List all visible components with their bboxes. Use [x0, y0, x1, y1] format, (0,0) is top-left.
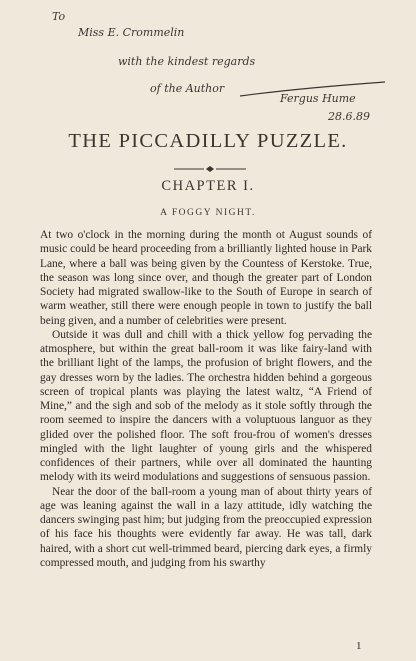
page-number: 1 [356, 640, 362, 652]
inscription-date: 28.6.89 [328, 110, 370, 120]
chapter-heading: CHAPTER I. [161, 178, 255, 194]
inscription-line-to: To [52, 10, 66, 23]
inscription-line-regards: with the kindest regards [118, 55, 256, 68]
book-title: THE PICCADILLY PUZZLE. [68, 130, 348, 152]
title-ornament [174, 164, 246, 174]
paragraph: Near the door of the ball-room a young man of about thirty years of age was leaning against the wall in a lazy attitude, idly watching the dancers swinging past him; but judging from the preoccupied expression of his face his thoughts were evidently far away. He was tall, dark haired, with a short cut well-trimmed beard, piercing dark eyes, a firmly compressed mouth, and judging from his swarthy [40, 485, 372, 569]
inscription-line-recipient: Miss E. Crommelin [78, 26, 185, 39]
handwritten-inscription [0, 0, 416, 120]
paragraph: Outside it was dull and chill with a thick yellow fog pervading the atmosphere, but within the great ball-room it was like fairy-land with the brilliant light of the lamps, the profusion of bright flowers, and the gay dresses worn by the ladies. The orchestra hidden behind a gorgeous screen of tropical plants was playing the latest waltz, “A Friend of Mine,” and the sigh and sob of the melody as it stole softly through the room seemed to inspire the dancers with a voluptuous languor as they glided over the polished floor. The soft frou-frou of women's dresses mingled with the light laughter of young girls and the whispered confidences of their partners, while over all dominated the haunting melody with its weird modulations and suggestions of sensuous passion. [40, 328, 372, 484]
paragraph: At two o'clock in the morning during the month ot August sounds of music could be heard proceeding from a brilliantly lighted house in Park Lane, where a ball was being given by the Countess of Kerstoke. True, the season was long since over, and though the greater part of London Society had migrated swallow-like to the South of Europe in search of warm weather, still there were enough people in town to justify the ball being given, and a number of celebrities were present. [40, 229, 372, 327]
body-text [40, 228, 372, 570]
inscription-line-author: of the Author [150, 82, 225, 95]
inscription-signature: Fergus Hume [280, 92, 356, 105]
chapter-subheading: A FOGGY NIGHT. [160, 208, 256, 218]
